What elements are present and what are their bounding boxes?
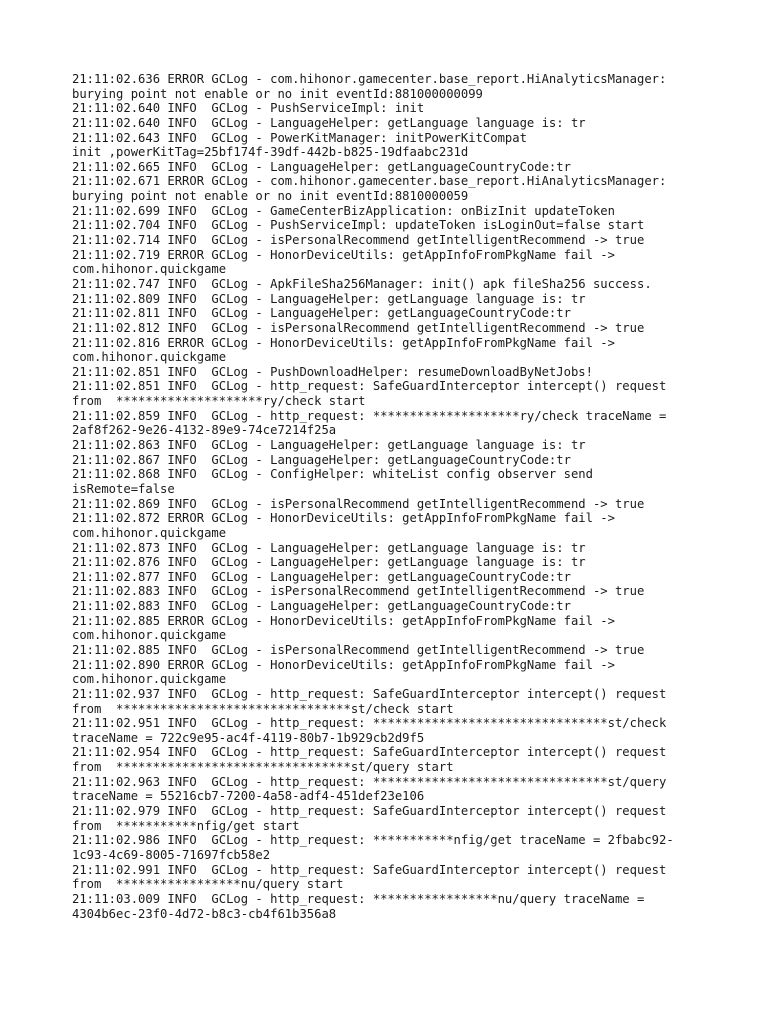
log-line: 21:11:02.991 INFO GCLog - http_request: SafeGuardInterceptor intercept() request: [72, 862, 667, 877]
log-line: 21:11:02.876 INFO GCLog - LanguageHelper: getLanguage language is: tr: [72, 555, 586, 570]
log-line: burying point not enable or no init eventId:8810000059: [72, 189, 469, 204]
log-line: 21:11:02.890 ERROR GCLog - HonorDeviceUtils: getAppInfoFromPkgName fail ->: [72, 657, 615, 672]
log-line: 21:11:02.877 INFO GCLog - LanguageHelper: getLanguageCountryCode:tr: [72, 569, 571, 584]
log-line: traceName = 55216cb7-7200-4a58-adf4-451def23e106: [72, 789, 425, 804]
log-line: 21:11:02.954 INFO GCLog - http_request: SafeGuardInterceptor intercept() request: [72, 745, 667, 760]
log-line: 21:11:02.986 INFO GCLog - http_request: ***********nfig/get traceName = 2fbabc92-: [72, 833, 674, 848]
log-line: 21:11:02.863 INFO GCLog - LanguageHelper: getLanguage language is: tr: [72, 438, 586, 453]
log-line: from ********************ry/check start: [72, 394, 366, 409]
log-line: 21:11:02.859 INFO GCLog - http_request: ********************ry/check traceName =: [72, 408, 667, 423]
log-line: 21:11:03.009 INFO GCLog - http_request: *****************nu/query traceName =: [72, 891, 645, 906]
log-line: 21:11:02.640 INFO GCLog - PushServiceImpl: init: [72, 101, 425, 116]
log-line: 21:11:02.951 INFO GCLog - http_request: ********************************st/check: [72, 716, 667, 731]
log-line: 21:11:02.665 INFO GCLog - LanguageHelper: getLanguageCountryCode:tr: [72, 159, 571, 174]
log-line: traceName = 722c9e95-ac4f-4119-80b7-1b929cb2d9f5: [72, 730, 425, 745]
log-line: isRemote=false: [72, 481, 175, 496]
log-line: 21:11:02.816 ERROR GCLog - HonorDeviceUtils: getAppInfoFromPkgName fail ->: [72, 335, 615, 350]
log-line: from *****************nu/query start: [72, 877, 344, 892]
log-line: 21:11:02.979 INFO GCLog - http_request: SafeGuardInterceptor intercept() request: [72, 804, 667, 819]
log-line: 21:11:02.643 INFO GCLog - PowerKitManager: initPowerKitCompat: [72, 130, 527, 145]
log-line: 21:11:02.883 INFO GCLog - isPersonalRecommend getIntelligentRecommend -> true: [72, 584, 645, 599]
log-line: 21:11:02.809 INFO GCLog - LanguageHelper: getLanguage language is: tr: [72, 291, 586, 306]
log-line: 21:11:02.699 INFO GCLog - GameCenterBizApplication: onBizInit updateToken: [72, 203, 615, 218]
log-text-block: [72, 72, 712, 921]
log-line: 21:11:02.719 ERROR GCLog - HonorDeviceUtils: getAppInfoFromPkgName fail ->: [72, 247, 615, 262]
log-line: 21:11:02.883 INFO GCLog - LanguageHelper: getLanguageCountryCode:tr: [72, 599, 571, 614]
log-line: from ********************************st/query start: [72, 760, 454, 775]
log-line: burying point not enable or no init eventId:881000000099: [72, 86, 483, 101]
log-line: 2af8f262-9e26-4132-89e9-74ce7214f25a: [72, 423, 337, 438]
log-line: 4304b6ec-23f0-4d72-b8c3-cb4f61b356a8: [72, 906, 337, 921]
log-line: 21:11:02.811 INFO GCLog - LanguageHelper: getLanguageCountryCode:tr: [72, 306, 571, 321]
log-line: 21:11:02.851 INFO GCLog - PushDownloadHelper: resumeDownloadByNetJobs!: [72, 364, 593, 379]
log-line: 21:11:02.812 INFO GCLog - isPersonalRecommend getIntelligentRecommend -> true: [72, 320, 645, 335]
log-line: com.hihonor.quickgame: [72, 628, 227, 643]
log-line: init ,powerKitTag=25bf174f-39df-442b-b825-19dfaabc231d: [72, 145, 469, 160]
log-line: 21:11:02.747 INFO GCLog - ApkFileSha256Manager: init() apk fileSha256 success.: [72, 276, 652, 291]
log-line: 21:11:02.885 ERROR GCLog - HonorDeviceUtils: getAppInfoFromPkgName fail ->: [72, 613, 615, 628]
log-line: from ***********nfig/get start: [72, 818, 300, 833]
log-line: 1c93-4c69-8005-71697fcb58e2: [72, 847, 271, 862]
log-line: from ********************************st/check start: [72, 701, 454, 716]
log-line: 21:11:02.868 INFO GCLog - ConfigHelper: whiteList config observer send: [72, 467, 593, 482]
log-line: 21:11:02.636 ERROR GCLog - com.hihonor.gamecenter.base_report.HiAnalyticsManager:: [72, 72, 667, 86]
log-line: com.hihonor.quickgame: [72, 262, 227, 277]
log-line: com.hihonor.quickgame: [72, 350, 227, 365]
log-line: com.hihonor.quickgame: [72, 525, 227, 540]
log-line: 21:11:02.704 INFO GCLog - PushServiceImpl: updateToken isLoginOut=false start: [72, 218, 645, 233]
log-line: 21:11:02.867 INFO GCLog - LanguageHelper: getLanguageCountryCode:tr: [72, 452, 571, 467]
log-line: 21:11:02.640 INFO GCLog - LanguageHelper: getLanguage language is: tr: [72, 115, 586, 130]
log-line: 21:11:02.885 INFO GCLog - isPersonalRecommend getIntelligentRecommend -> true: [72, 642, 645, 657]
log-line: 21:11:02.671 ERROR GCLog - com.hihonor.gamecenter.base_report.HiAnalyticsManager:: [72, 174, 667, 189]
log-line: 21:11:02.937 INFO GCLog - http_request: SafeGuardInterceptor intercept() request: [72, 686, 667, 701]
log-line: 21:11:02.963 INFO GCLog - http_request: ********************************st/query: [72, 774, 667, 789]
log-line: 21:11:02.851 INFO GCLog - http_request: SafeGuardInterceptor intercept() request: [72, 379, 667, 394]
log-line: 21:11:02.873 INFO GCLog - LanguageHelper: getLanguage language is: tr: [72, 540, 586, 555]
log-line: com.hihonor.quickgame: [72, 672, 227, 687]
log-line: 21:11:02.869 INFO GCLog - isPersonalRecommend getIntelligentRecommend -> true: [72, 496, 645, 511]
log-line: 21:11:02.872 ERROR GCLog - HonorDeviceUtils: getAppInfoFromPkgName fail ->: [72, 511, 615, 526]
log-line: 21:11:02.714 INFO GCLog - isPersonalRecommend getIntelligentRecommend -> true: [72, 233, 645, 248]
